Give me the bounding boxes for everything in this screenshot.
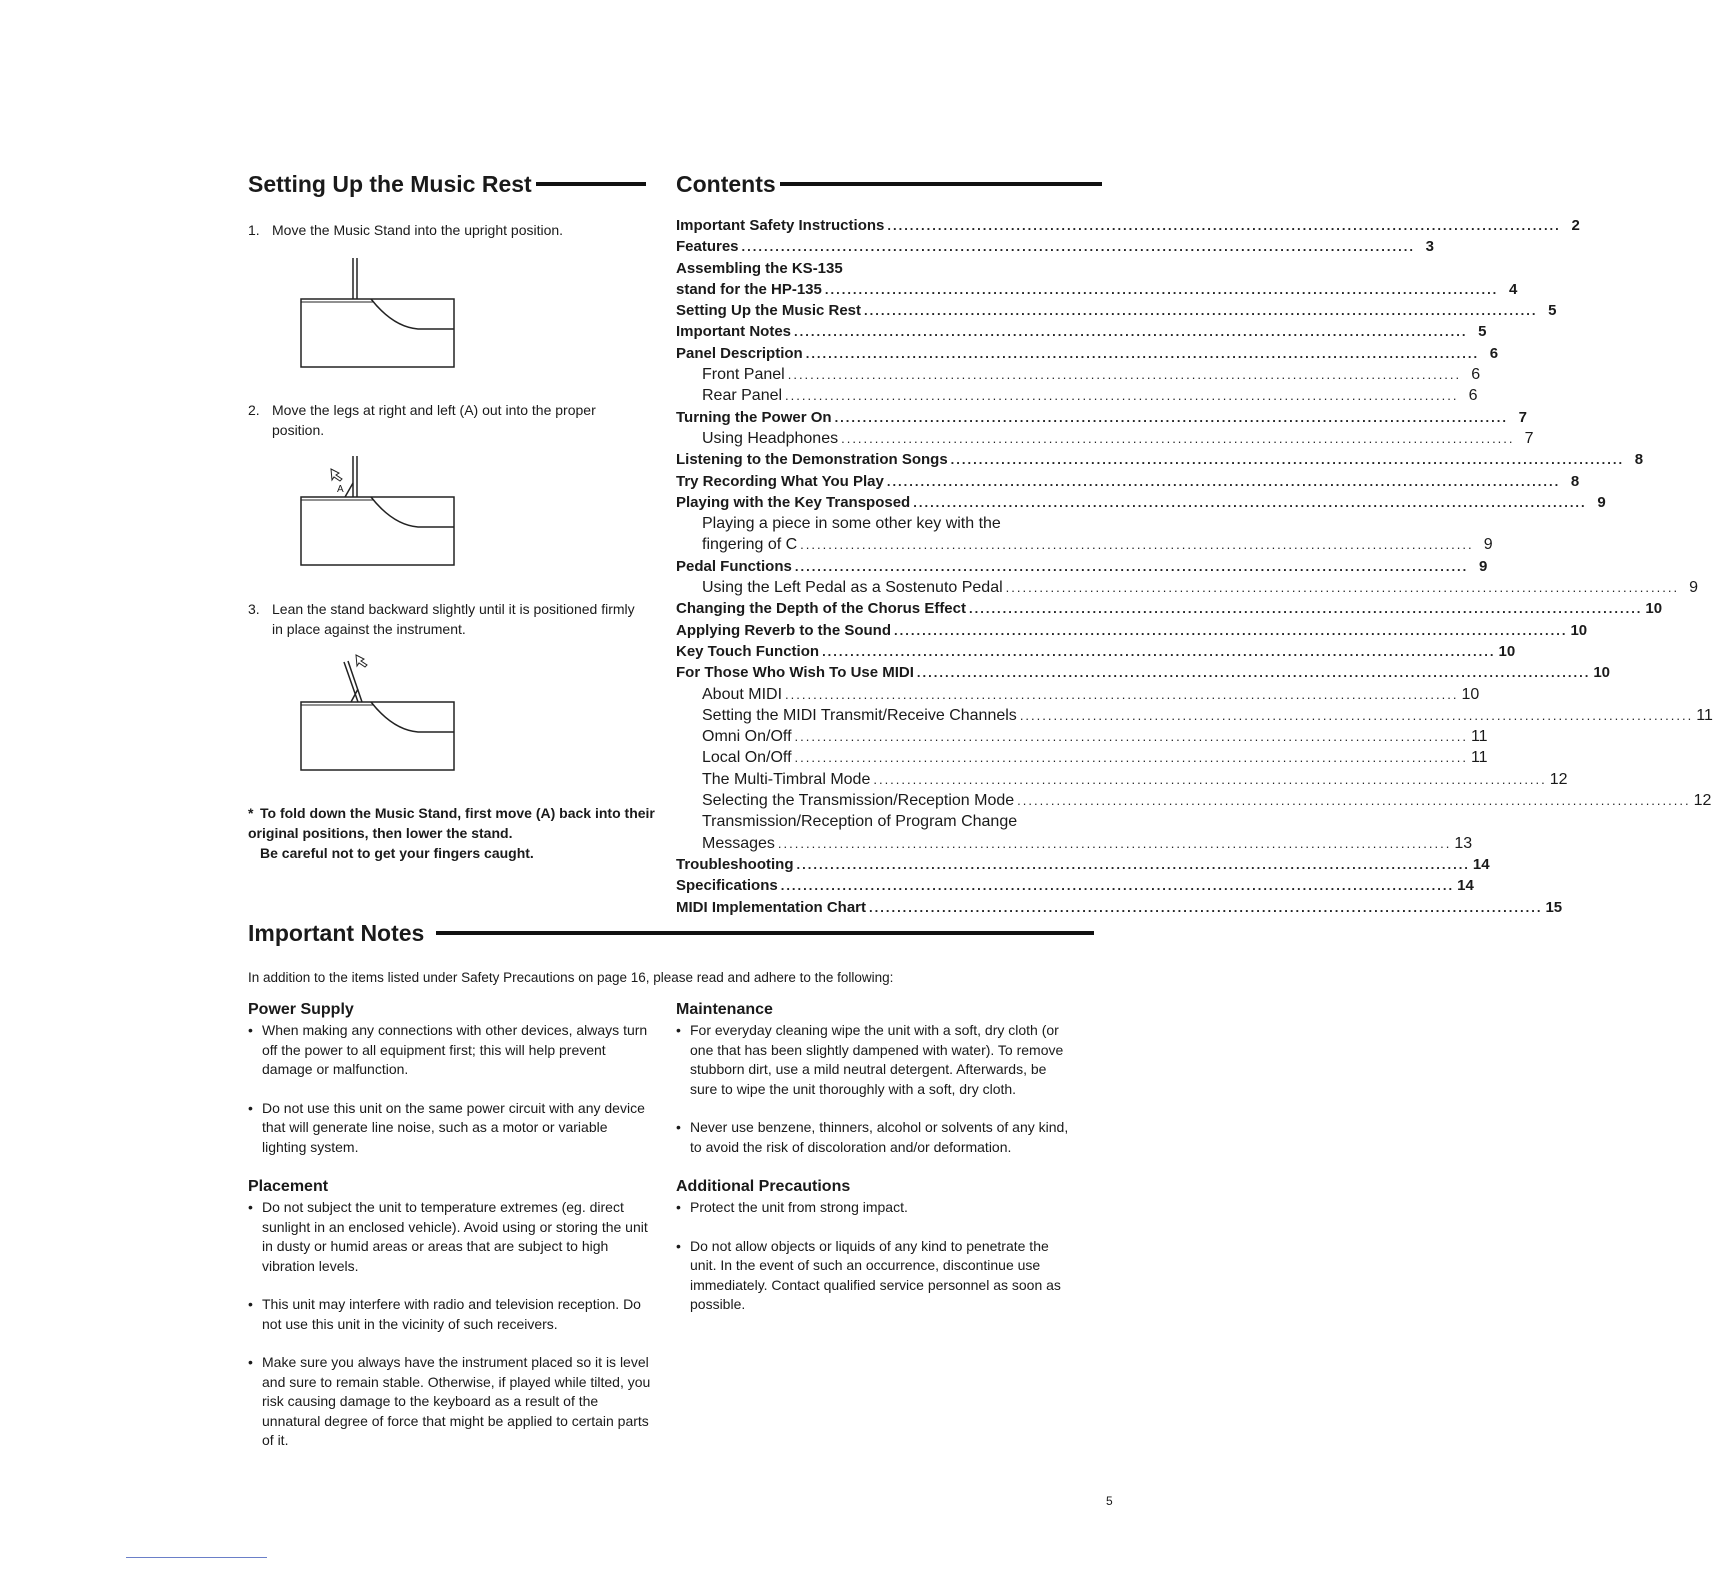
toc-leader: ........................................................................................................................: [969, 601, 1643, 617]
toc-page-number: 6: [1489, 344, 1499, 362]
toc-leader: ........................................................................................................................: [794, 750, 1468, 766]
music-rest-title: Setting Up the Music Rest: [248, 171, 532, 197]
toc-label: Rear Panel: [702, 387, 783, 405]
toc-entry: [676, 684, 1480, 705]
toc-page-number: 14: [1457, 877, 1474, 895]
toc-page-number: 13: [1454, 834, 1473, 852]
toc-label: Local On/Off: [702, 749, 792, 767]
step-text: Lean the stand backward slightly until it is positioned firmly in place against the instrument.: [272, 601, 635, 637]
toc-page-number: 2: [1571, 217, 1580, 234]
toc-page-number: 8: [1570, 472, 1580, 490]
toc-leader: ........................................................................................................................: [794, 558, 1469, 574]
toc-leader: ........................................................................................................................: [841, 430, 1515, 446]
toc-entry: [676, 556, 1488, 577]
toc-page-number: 15: [1545, 898, 1563, 916]
toc-entry: [676, 385, 1478, 406]
toc-page-number: 11: [1470, 728, 1488, 746]
list-item: • This unit may interfere with radio and television reception. Do not use this unit in the vicinity of such receivers.: [248, 1296, 641, 1332]
toc-page-number: 9: [1483, 536, 1493, 554]
music-stand-lean-diagram: [298, 653, 458, 773]
list-item: • Do not subject the unit to temperature extremes (eg. direct sunlight in an enclosed vehicle). Avoid using or storing the unit in dusty or humid areas or areas that are subject to high vibration levels.: [248, 1199, 648, 1274]
section-heading: Additional Precautions: [676, 1178, 851, 1195]
toc-label: Pedal Functions: [676, 557, 792, 575]
toc-entry: [676, 598, 1663, 619]
toc-label: Selecting the Transmission/Reception Mode: [702, 792, 1015, 810]
important-notes-title: Important Notes: [248, 920, 425, 946]
toc-entry: [676, 449, 1644, 470]
page-number: 5: [1106, 1494, 1113, 1508]
toc-label: Setting Up the Music Rest: [676, 302, 862, 320]
toc-entry: [676, 343, 1499, 364]
notes-section-power-supply: [248, 999, 653, 1157]
toc-label: fingering of C: [702, 536, 798, 554]
toc-page-number: 10: [1645, 600, 1663, 618]
section-heading: Placement: [248, 1178, 329, 1195]
toc-label: stand for the HP-135: [676, 280, 822, 298]
toc-entry: [676, 854, 1490, 875]
music-rest-step-3: [248, 599, 648, 639]
toc-page-number: 14: [1472, 855, 1490, 873]
music-rest-step-1: [248, 220, 648, 240]
step-text: Move the Music Stand into the upright position.: [272, 222, 564, 238]
toc-leader: ........................................................................................................................: [869, 899, 1543, 915]
notes-left-column: [248, 999, 653, 1470]
toc-page-number: 10: [1461, 685, 1480, 703]
toc-entry: [676, 662, 1611, 683]
list-item: • Never use benzene, thinners, alcohol or solvents of any kind, to avoid the risk of discoloration and/or deformation.: [676, 1119, 1069, 1155]
important-notes-intro: In addition to the items listed under Safety Precautions on page 16, please read and adhere to the following:: [248, 970, 894, 985]
music-rest-step-2: [248, 400, 648, 440]
toc-leader: ........................................................................................................................: [873, 771, 1547, 787]
section-heading: Maintenance: [676, 1001, 773, 1018]
toc-leader: ........................................................................................................................: [1017, 793, 1691, 809]
toc-entry: [676, 471, 1580, 492]
toc-entry: [676, 364, 1481, 385]
toc-leader: ........................................................................................................................: [1005, 580, 1680, 596]
toc-label: Turning the Power On: [676, 408, 832, 426]
toc-leader: ........................................................................................................................: [805, 345, 1480, 361]
toc-page-number: 11: [1696, 706, 1713, 724]
list-item: • For everyday cleaning wipe the unit with a soft, dry cloth (or one that has been slightly dampened with water). To remove stubborn dirt, use a mild neutral detergent. Afterwards, be sure to wipe the unit thoroughly with a soft, dry cloth.: [676, 1022, 1064, 1097]
toc-label: Messages: [702, 834, 775, 852]
music-rest-heading: [248, 170, 646, 198]
toc-page-number: 7: [1518, 408, 1527, 426]
toc-label: Using Headphones: [702, 429, 839, 447]
contents-heading: [676, 170, 1102, 198]
step-text: Move the legs at right and left (A) out into the proper position.: [272, 402, 596, 438]
toc-leader: ........................................................................................................................: [916, 665, 1591, 681]
toc-page-number: 10: [1593, 664, 1611, 682]
fold-note-line-2: Be careful not to get your fingers caught.: [260, 845, 534, 861]
toc-entry: [676, 279, 1518, 300]
toc-entry: [676, 321, 1487, 342]
toc-entry: [676, 833, 1473, 854]
toc-page-number: 7: [1524, 429, 1534, 447]
heading-rule: [780, 182, 1102, 186]
toc-leader: ........................................................................................................................: [913, 494, 1587, 510]
toc-label: Changing the Depth of the Chorus Effect: [676, 600, 966, 618]
toc-label: Omni On/Off: [702, 728, 792, 746]
toc-entry: [676, 534, 1493, 555]
toc-label: Setting the MIDI Transmit/Receive Channels: [702, 706, 1017, 724]
toc-leader: ........................................................................................................................: [800, 537, 1474, 553]
toc-label: Front Panel: [702, 366, 785, 384]
toc-label: The Multi-Timbral Mode: [702, 770, 871, 788]
toc-label: Panel Description: [676, 344, 803, 362]
toc-page-number: 10: [1570, 621, 1588, 639]
music-stand-legs-diagram: [298, 453, 458, 568]
toc-page-number: 5: [1548, 302, 1557, 320]
table-of-contents: [676, 215, 1713, 918]
toc-label: Applying Reverb to the Sound: [676, 621, 892, 639]
toc-leader: ........................................................................................................................: [796, 856, 1470, 872]
toc-leader: ........................................................................................................................: [886, 473, 1561, 489]
toc-page-number: 6: [1468, 387, 1478, 405]
toc-leader: ........................................................................................................................: [785, 686, 1459, 702]
toc-entry: [676, 258, 1074, 279]
toc-label: Transmission/Reception of Program Change: [702, 813, 1018, 831]
toc-leader: ........................................................................................................................: [1019, 707, 1694, 723]
toc-leader: ........................................................................................................................: [787, 367, 1462, 383]
toc-entry: [676, 428, 1534, 449]
toc-entry: [676, 215, 1580, 236]
toc-leader: ........................................................................................................................: [894, 622, 1568, 638]
notes-section-maintenance: [676, 999, 1074, 1157]
toc-page-number: 3: [1425, 238, 1434, 256]
heading-rule: [436, 931, 1094, 935]
toc-entry: [676, 407, 1527, 428]
toc-leader: ........................................................................................................................: [824, 281, 1499, 297]
toc-leader: ........................................................................................................................: [794, 324, 1468, 340]
toc-label: Try Recording What You Play: [676, 472, 884, 490]
toc-page-number: 12: [1693, 792, 1712, 810]
toc-entry: [676, 641, 1516, 662]
list-item: • Make sure you always have the instrument placed so it is level and sure to remain stable. Otherwise, if played while tilted, you risk causing damage to the keyboard as a result of the unnatural degree of force that might be applied to certain parts of it.: [248, 1354, 651, 1448]
toc-leader: ........................................................................................................................: [741, 239, 1415, 255]
toc-entry: [676, 492, 1606, 513]
list-item: • Do not allow objects or liquids of any kind to penetrate the unit. In the event of such an occurrence, discontinue use immediately. Contact qualified service personnel as soon as possible.: [676, 1237, 1061, 1312]
list-item: • Do not use this unit on the same power circuit with any device that will generate line noise, such as a motor or variable lighting system.: [248, 1099, 645, 1155]
toc-entry: [676, 300, 1557, 321]
list-item: • Protect the unit from strong impact.: [676, 1199, 908, 1215]
toc-label: Assembling the KS-135: [676, 259, 843, 277]
step-number: 3.: [248, 601, 260, 617]
toc-page-number: 6: [1471, 366, 1481, 384]
toc-label: Playing with the Key Transposed: [676, 493, 911, 511]
toc-leader: ........................................................................................................................: [785, 388, 1459, 404]
toc-entry: [676, 897, 1563, 918]
toc-label: About MIDI: [702, 685, 783, 703]
toc-entry: [676, 790, 1712, 811]
notes-right-column: [676, 999, 1074, 1334]
fold-down-note: [248, 803, 658, 863]
toc-entry: [676, 513, 1074, 534]
note-star: *: [248, 805, 254, 821]
toc-entry: [676, 577, 1699, 598]
toc-entry: [676, 811, 1074, 832]
toc-page-number: 4: [1508, 280, 1518, 298]
music-stand-upright-diagram: [298, 255, 458, 370]
toc-label: For Those Who Wish To Use MIDI: [676, 664, 914, 682]
toc-leader: ........................................................................................................................: [777, 835, 1452, 851]
notes-section-additional-precautions: [676, 1176, 1074, 1315]
step-number: 2.: [248, 402, 260, 418]
toc-label: Important Safety Instructions: [676, 217, 885, 234]
toc-label: Troubleshooting: [676, 855, 794, 873]
toc-page-number: 9: [1478, 557, 1488, 575]
leg-label-a: A: [337, 484, 344, 495]
toc-entry: [676, 769, 1568, 790]
toc-entry: [676, 726, 1488, 747]
toc-leader: ........................................................................................................................: [950, 452, 1625, 468]
toc-page-number: 12: [1549, 770, 1568, 788]
toc-entry: [676, 875, 1474, 896]
toc-label: Important Notes: [676, 323, 792, 341]
toc-leader: ........................................................................................................................: [794, 729, 1468, 745]
contents-title: Contents: [676, 171, 776, 197]
toc-leader: ........................................................................................................................: [887, 218, 1561, 233]
toc-page-number: 9: [1597, 493, 1606, 511]
toc-leader: ........................................................................................................................: [864, 303, 1538, 319]
section-heading: Power Supply: [248, 1001, 354, 1018]
step-number: 1.: [248, 222, 260, 238]
toc-label: Features: [676, 238, 739, 256]
toc-label: Listening to the Demonstration Songs: [676, 451, 948, 469]
fold-note-line-1: To fold down the Music Stand, first move (A) back into their original positions, then lower the stand.: [248, 805, 655, 841]
toc-entry: [676, 620, 1588, 641]
toc-entry: [676, 747, 1488, 768]
toc-label: MIDI Implementation Chart: [676, 898, 867, 916]
important-notes-heading: [248, 919, 1094, 947]
toc-page-number: 10: [1498, 642, 1516, 660]
toc-entry: [676, 705, 1713, 726]
toc-leader: ........................................................................................................................: [822, 643, 1496, 659]
toc-entry: [676, 236, 1434, 257]
toc-label: Key Touch Function: [676, 642, 820, 660]
notes-section-placement: [248, 1176, 653, 1451]
toc-label: Using the Left Pedal as a Sostenuto Pedal: [702, 579, 1003, 597]
footer-rule: [126, 1557, 267, 1558]
list-item: • When making any connections with other devices, always turn off the power to all equipment first; this will help prevent damage or malfunction.: [248, 1022, 648, 1077]
toc-leader: ........................................................................................................................: [780, 878, 1455, 894]
toc-page-number: 9: [1689, 579, 1699, 597]
toc-page-number: 8: [1634, 451, 1644, 469]
toc-label: Specifications: [676, 877, 778, 895]
toc-page-number: 11: [1470, 749, 1488, 767]
heading-rule: [536, 182, 646, 186]
toc-label: Playing a piece in some other key with the: [702, 515, 1001, 533]
toc-leader: ........................................................................................................................: [834, 409, 1508, 425]
toc-page-number: 5: [1478, 323, 1487, 341]
